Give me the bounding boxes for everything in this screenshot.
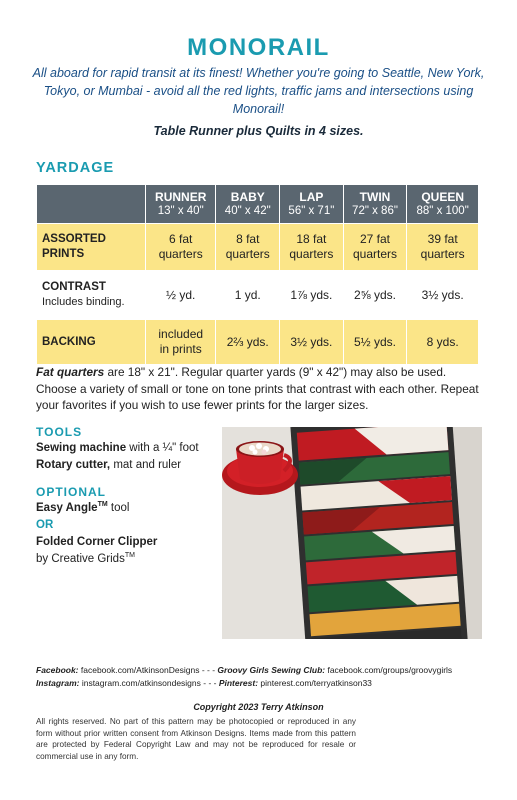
copyright: Copyright 2023 Terry Atkinson: [193, 702, 324, 712]
table-cell: 1⅞ yds.: [280, 271, 344, 320]
table-corner-cell: [37, 185, 146, 224]
yardage-heading: YARDAGE: [36, 160, 115, 176]
row-label-backing: BACKING: [37, 320, 146, 365]
social-links: [36, 664, 496, 690]
col-header-baby: BABY 40" x 42": [216, 185, 280, 224]
table-runner-photo: [222, 427, 482, 639]
table-cell: 6 fat quarters: [146, 224, 216, 271]
table-cell: 39 fat quarters: [407, 224, 479, 271]
table-cell: ½ yd.: [146, 271, 216, 320]
tool-rotary-cutter: Rotary cutter, mat and ruler: [36, 459, 182, 471]
table-row: [37, 271, 479, 320]
rights-notice: All rights reserved. No part of this pattern may be photocopied or reproduced in any form without prior written consent from Atkinson Designs. Items made from this pattern are protected by Federal Copyright Law and may not be reproduced for resale or commercial use in any form.: [36, 717, 356, 761]
table-cell: 2⅝ yds.: [343, 271, 407, 320]
col-header-queen: QUEEN 88" x 100": [407, 185, 479, 224]
table-cell: 1 yd.: [216, 271, 280, 320]
table-cell: 2⅔ yds.: [216, 320, 280, 365]
links-line-2: Instagram: instagram.com/atkinsondesigns - - - Pinterest: pinterest.com/terryatkinson33: [36, 678, 372, 688]
table-header-row: [37, 185, 479, 224]
pattern-title: MONORAIL: [187, 34, 330, 61]
table-cell: 8 fat quarters: [216, 224, 280, 271]
optional-heading: OPTIONAL: [36, 485, 106, 499]
tool-sewing-machine: Sewing machine with a ¼" foot: [36, 442, 199, 454]
tool-folded-corner-clipper: Folded Corner Clipper: [36, 536, 158, 548]
pinterest-link[interactable]: pinterest.com/terryatkinson33: [258, 678, 372, 688]
table-row: [37, 224, 479, 271]
table-cell: 5½ yds.: [343, 320, 407, 365]
col-header-runner: RUNNER 13" x 40": [146, 185, 216, 224]
table-cell: 27 fat quarters: [343, 224, 407, 271]
yardage-table: [36, 184, 479, 365]
groovy-girls-link[interactable]: facebook.com/groups/groovygirls: [325, 665, 453, 675]
fat-quarters-note: Fat quarters are 18" x 21". Regular quarter yards (9" x 42") may also be used. Choose a variety of small or tone on tone prints that contrast with each other. Repeat your favorites if you wish to use fewer prints for the larger sizes.: [36, 365, 479, 412]
tool-brand: by Creative Grids™: [36, 552, 135, 565]
row-label-assorted-prints: ASSORTED PRINTS: [37, 224, 146, 271]
table-cell: 3½ yds.: [407, 271, 479, 320]
row-label-contrast: CONTRAST Includes binding.: [37, 271, 146, 320]
links-line-1: Facebook: facebook.com/AtkinsonDesigns - - - Groovy Girls Sewing Club: facebook.com/groups/groovygirls: [36, 665, 453, 675]
instagram-link[interactable]: instagram.com/atkinsondesigns - - -: [79, 678, 219, 688]
table-row: [37, 320, 479, 365]
subtitle: Table Runner plus Quilts in 4 sizes.: [153, 124, 364, 138]
intro-text: All aboard for rapid transit at its finest! Whether you're going to Seattle, New York, Tokyo, or Mumbai - avoid all the red lights, traffic jams and intersections using Monorail!: [32, 66, 485, 116]
table-cell: included in prints: [146, 320, 216, 365]
table-cell: 3½ yds.: [280, 320, 344, 365]
table-cell: 8 yds.: [407, 320, 479, 365]
tool-easy-angle: Easy Angle™ tool: [36, 501, 130, 514]
table-cell: 18 fat quarters: [280, 224, 344, 271]
tools-heading: TOOLS: [36, 425, 83, 439]
col-header-lap: LAP 56" x 71": [280, 185, 344, 224]
quilt-photo-illustration: [222, 427, 482, 639]
facebook-link[interactable]: facebook.com/AtkinsonDesigns - - -: [78, 665, 218, 675]
col-header-twin: TWIN 72" x 86": [343, 185, 407, 224]
or-separator: OR: [36, 519, 54, 531]
